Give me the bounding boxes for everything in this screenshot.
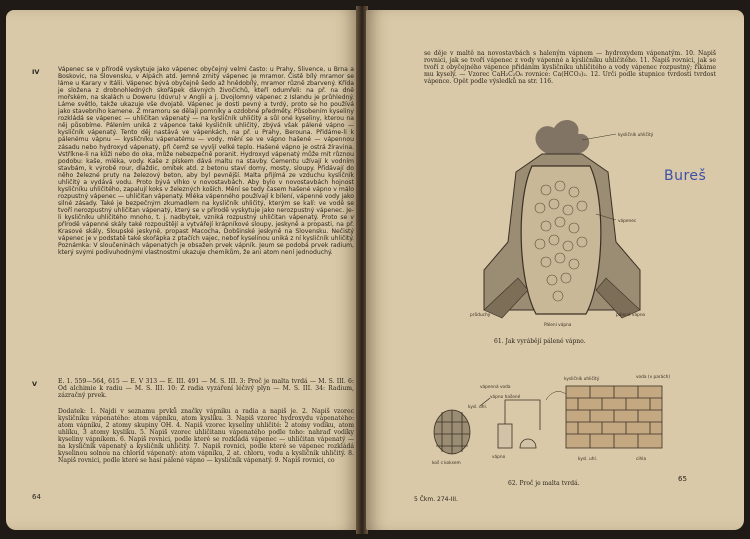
label-lime-water: vápenná voda <box>480 385 511 390</box>
label-co2-bottom: kysl. uhl. <box>578 457 598 462</box>
figure-62-caption: 62. Proč je malta tvrdá. <box>508 480 580 487</box>
left-page <box>6 10 358 530</box>
label-lime-mortar: vápno hašené <box>490 395 521 400</box>
right-page <box>366 10 744 530</box>
top-text-block: se děje v maltě na novostavbách s haleným vápnem — hydroxydem vápenatým. 10. Napiš rovnici, jak se tvoří vápenec z vody vápenné a kysličníku uhličitého. 11. Napiš rovnici, jak se tvoří z obyčejného vápence přidáním kysličníku uhličitého a vody vápenec rozpustný; říkáme mu kyselý. — Vzorec CaH₂C₂O₆ rovnice: Ca(HCO₃)₂. 12. Urči podle stupnice tvrdosti tvrdost vápence. Opět podle výsledků na str. 116. <box>424 50 716 86</box>
label-limestone: vápenec <box>618 219 637 224</box>
main-text-block <box>58 66 354 256</box>
smoke-cloud <box>535 120 589 159</box>
page-number-left: 64 <box>32 493 41 501</box>
references-text: E. 1. 559—564, 615 — E. V 313 — E. III. 491 — M. S. III. 3: Proč je malta tvrdá — M. S. III. 6: Od alchimie k radiu — M. S. III. 10: Z radia vyzáření léčivý plyn — M. S. III. 34: Radium, zázračný prvek. <box>58 378 354 400</box>
label-kiln: Pálení vápna <box>544 323 572 328</box>
section-marker-v: V <box>32 380 38 388</box>
label-burnt-lime: pálené vápno <box>616 313 646 318</box>
label-flues: průduchy <box>470 313 491 318</box>
section-marker-iv: IV <box>32 68 40 76</box>
paragraph: Vápenec se v přírodě vyskytuje jako vápenec obyčejný velmi často: u Prahy, Slivence, u Brna a Boskovic, na Slovensku, v Alpách atd. Jemně zrnitý vápenec je mramor. Čistě bílý mramor se láme u Karary v Itálii. Vápenec bývá obyčejně šedo až hnědobílý, mramor různě zbarvený. Křída je složena z drobnohledných skořápek dávných živočichů, kteří odumřeli: na př. na dně mořském, na skalách u Doweru (dúvru) v Anglii a j. Dvojlomný vápenec z Islandu je průhledný. Láme světlo, takže ukazuje vše dvojatě. Vápenec je dosti pevný a tvrdý, proto se ho používá jako stavebního kamene. Z mramoru se dělají pomníky a ozdobné předměty. Působením kyseliny rozkládá se vápenec — uhličitan vápenatý — na kysličník uhličitý a sůl oné kyseliny, kterou na něj působíme. Pálením uniká z vápence také kysličník uhličitý, zbývá však pálené vápno — kysličník vápenatý. Tento děj nastává ve vápenkách, na př. u Prahy, Berouna. Přidáme-li k pálenému vápnu — kysličníku vápenatému — vody, mění se ve vápno hašené — vápennou zásadu nebo hydroxyd vápenatý, při čemž se vyvíjí velké teplo. Hašené vápno je ostrá žíravina. Vstříkne-li na kůži nebo do oka, může nebezpečně poranit. Hydroxyd vápenatý může mít různou podobu: kaše, mléka, vody. Kaše z pískem dává maltu na stavby. Cementu užívají k vodním stavbám, k výrobě rour, dlaždic, omítek atd. z betonu staví domy, mosty, sloupy. Přidávají do něho železné pruty na železový beton, aby byl pevnější. Malta přijímá ze vzduchu kysličník uhličitý a vydává vodu. Proto bývá vlhko v novostavbách. Aby bylo v novostavbách hojnost kysličníku uhličitého, zapalují koks v železných koších. Mění se tedy časem hašené vápno v málo rozpustný vápenec — uhličitan vápenatý. Mléka vápenného používají k bílení, vápenné vody jako silné zásady. Také je bezpečným zkumadlem na kysličník uhličitý, kterým se kalí: ve vodě se tvoří nerozpustný uhličitan vápenatý, který se v přírodě vyskytuje jako nerozpustný vápenec. Je-li kysličníku uhličitého mnoho, t. j. nadbytek, vzniká rozpustný uhličitan vápenatý. Proto se v přírodě vápenné skály také rozpouštějí a vytvářejí krápníkové sloupy, jeskyně a propasti, na př. Krasové skály, Sloupské jeskyně, propast Macocha, Dobšinské jeskyně na Slovensku. Nečistý vápenec je v podstatě také skořápka z ptačích vajec, nebof kyselinou uniká z ní kysličník uhličitý. Poznámka: V sloučeninách vápenatých je obsažen prvek vápník. Jeum se podobá prvek radium, který svými podivuhodnými vlastnostmi ukazuje chemikům, že ani atom není jednoduchý. <box>58 66 354 257</box>
footer-signature: 5 Čkm. 274-III. <box>414 496 458 503</box>
figure-61-lime-kiln <box>466 110 706 350</box>
figure-62-mortar <box>428 370 698 480</box>
dodatek-text: Dodatek: 1. Najdi v seznamu prvků značky vápníku a radia a napiš je. 2. Napiš vzorec kysličníku vápenatého: atom vápníku, atom kyslíku. 3. Napiš vzorec hydroxydu vápenatého: atom vápníku, 2 atomy skupiny OH. 4. Napiš vzorec kyseliny uhličité: 2 atomy vodíku, atom uhlíku, 3 atomy kyslíku. 5. Napiš vzorec uhličitanu vápenatého podle toho: nahraď vodíky kyseliny vápníkem. 6. Napiš rovnici, podle které se rozkládá vápenec — uhličitan vápenatý — na kysličník vápenatý a kysličník uhličitý. 7. Napiš rovnici, podle které se vápenec rozkládá kyselinou solnou na chlorid vápenatý: atom vápníku, 2 at. chloru, vodu a kysličník uhličitý. 8. Napiš rovnici, podle které se hasí pálené vápno — kysličník vápenatý. 9. Napiš rovnici, co <box>58 408 354 465</box>
label-water-vapour: voda (v parách) <box>636 375 671 380</box>
owner-stamp: Bureš <box>664 168 707 184</box>
coke-basket <box>434 410 470 454</box>
label-co2: kysličník uhličitý <box>618 133 654 138</box>
label-lime: vápno <box>492 455 506 460</box>
brick-wall <box>566 386 662 448</box>
figure-61-caption: 61. Jak vyrábějí pálené vápno. <box>494 338 586 345</box>
label-co2-top: kysličník uhličitý <box>564 377 600 382</box>
label-coke-basket: koš s koksem <box>432 461 461 466</box>
label-brick: cihla <box>636 457 647 462</box>
test-apparatus <box>480 398 540 448</box>
label-co2-left: kysl. uhl. <box>468 405 488 410</box>
page-number-right: 65 <box>678 475 687 483</box>
